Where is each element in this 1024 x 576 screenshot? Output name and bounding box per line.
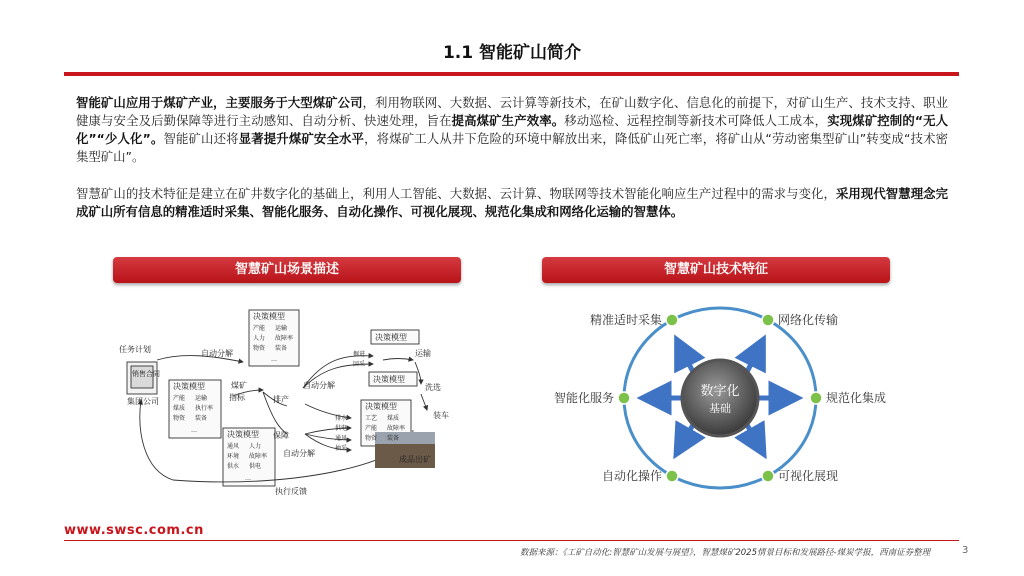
cell-d-3: 故障率 [387, 425, 406, 432]
node-dot-collect [666, 314, 678, 326]
washing-label: 洗选 [425, 383, 441, 392]
decision-model-d: 决策模型 [375, 333, 407, 342]
node-dot-service [618, 392, 630, 404]
core-label-2: 基础 [709, 402, 731, 415]
cell-d-1: 煤质 [387, 415, 400, 422]
node-label-network: 网络化传输 [778, 313, 839, 327]
feature-text: 智慧矿山的技术特征是建立在矿井数字化的基础上，利用人工智能、大数据、云计算、物联网等技术智能化响应生产过程中的需求与变化， [76, 186, 836, 201]
data-source-note: 数据来源：《工矿自动化:智慧矿山发展与展望》，智慧煤矿2025情景目标和发展路径-煤炭学报，西南证券整理 [520, 548, 931, 558]
product-out-label: 成品出矿 [399, 455, 431, 464]
scene-diagram [113, 300, 465, 500]
cell-a-dots: … [271, 356, 277, 363]
cell-c-4: 供水 [227, 463, 240, 470]
ventilation-label: 通风 [335, 435, 348, 442]
auto-decompose-label-1: 自动分解 [201, 349, 233, 358]
cell-c-2: 环境 [227, 453, 240, 460]
node-dot-network [762, 314, 774, 326]
intro-text-4: ，将煤矿工人从井下危险的环境中解放出来，降低矿山死亡率，将矿山从“劳动密集型矿山”转变成“技术密集型矿山”。 [76, 131, 949, 164]
node-label-service: 智能化服务 [553, 391, 614, 405]
node-label-auto: 自动化操作 [601, 469, 662, 483]
cell-b-3: 执行率 [195, 405, 214, 412]
feedback-label: 执行反馈 [275, 487, 307, 496]
auto-decompose-label-2: 自动分解 [303, 381, 335, 390]
cell-c-1: 人力 [249, 443, 262, 450]
task-plan-label: 任务计划 [119, 345, 151, 354]
transport-label: 运输 [415, 349, 431, 358]
cell-b-0: 产能 [173, 395, 186, 402]
cell-d-2: 产能 [365, 425, 378, 432]
node-dot-integrate [810, 392, 822, 404]
decision-model-b: 决策模型 [173, 382, 205, 391]
node-label-visual: 可视化展现 [778, 469, 839, 483]
page-number: 3 [962, 545, 969, 556]
support-label: 保障 [273, 431, 289, 440]
core-label-1: 数字化 [700, 384, 740, 399]
cell-c-0: 通风 [227, 443, 240, 450]
auto-decompose-label-3: 自动分解 [283, 449, 315, 458]
intro-paragraph [76, 94, 948, 166]
cell-d-5: 装备 [387, 435, 400, 442]
scene-banner: 智慧矿山场景描述 [113, 257, 461, 283]
feature-paragraph [76, 185, 948, 221]
node-dot-visual [762, 470, 774, 482]
cell-c-dots: … [245, 475, 251, 482]
cell-a-5: 装备 [275, 345, 288, 352]
indicator-label: 指标 [229, 393, 245, 402]
cell-a-0: 产能 [253, 325, 266, 332]
power-label: 供电 [335, 425, 348, 432]
cell-a-3: 故障率 [275, 335, 294, 342]
intro-bold-3: 实现煤矿控制的“无人化”“少人化”。 [76, 113, 949, 146]
tech-banner: 智慧矿山技术特征 [542, 257, 890, 283]
decision-model-a: 决策模型 [253, 312, 285, 321]
footer-divider [64, 540, 959, 541]
node-dot-auto [666, 470, 678, 482]
decision-model-f: 决策模型 [365, 402, 397, 411]
intro-text-1: ，利用物联网、大数据、云计算等新技术，在矿山数字化、信息化的前提下，对矿山生产、技术支持、职业健康与安全及后勤保障等进行主动感知、自动分析、快速处理，旨在 [76, 95, 949, 128]
group-company-label: 集团公司 [127, 397, 159, 406]
feature-bold: 采用现代智慧理念完成矿山所有信息的精准适时采集、智能化服务、自动化操作、可视化展现、规范化集成和网络化运输的智慧体。 [76, 186, 949, 219]
intro-text-2: 移动巡检、远程控制等新技术可降低人工成本， [564, 113, 828, 128]
sales-contract-label: 销售合同 [132, 370, 160, 378]
cell-b-4: 物资 [173, 415, 186, 422]
cell-b-2: 煤质 [173, 405, 186, 412]
tech-diagram [540, 292, 902, 500]
cell-d-0: 工艺 [365, 415, 378, 422]
cell-b-dots: … [191, 427, 197, 434]
decision-model-c: 决策模型 [227, 430, 259, 439]
cell-a-2: 人力 [253, 335, 266, 342]
mining-label: 回采 [353, 361, 366, 368]
node-label-integrate: 规范化集成 [826, 391, 887, 405]
decision-model-e: 决策模型 [373, 375, 405, 384]
loading-label: 装车 [433, 411, 449, 420]
extraction-label: 抽采 [335, 445, 348, 452]
excavate-label: 掘进 [353, 351, 366, 358]
page-title: 1.1 智能矿山简介 [442, 43, 582, 63]
cell-c-3: 故障率 [249, 453, 268, 460]
cell-b-5: 装备 [195, 415, 208, 422]
intro-text-3: 智能矿山还将 [163, 131, 239, 146]
title-divider [64, 72, 959, 76]
drainage-label: 排水 [335, 415, 348, 422]
cell-c-5: 供电 [249, 463, 262, 470]
cell-a-1: 运输 [275, 325, 288, 332]
footer-url-link[interactable]: www.swsc.com.cn [64, 523, 204, 538]
node-label-collect: 精准适时采集 [589, 313, 662, 327]
intro-bold-4: 显著提升煤矿安全水平 [238, 131, 365, 146]
production-label: 排产 [273, 395, 289, 404]
coal-mine-label: 煤矿 [231, 381, 247, 390]
intro-bold-1: 智能矿山应用于煤矿产业，主要服务于大型煤矿公司 [76, 95, 363, 110]
cell-a-4: 物资 [253, 345, 266, 352]
intro-bold-2: 提高煤矿生产效率。 [451, 113, 565, 128]
cell-b-1: 运输 [195, 395, 208, 402]
cell-d-4: 物资 [365, 435, 378, 442]
